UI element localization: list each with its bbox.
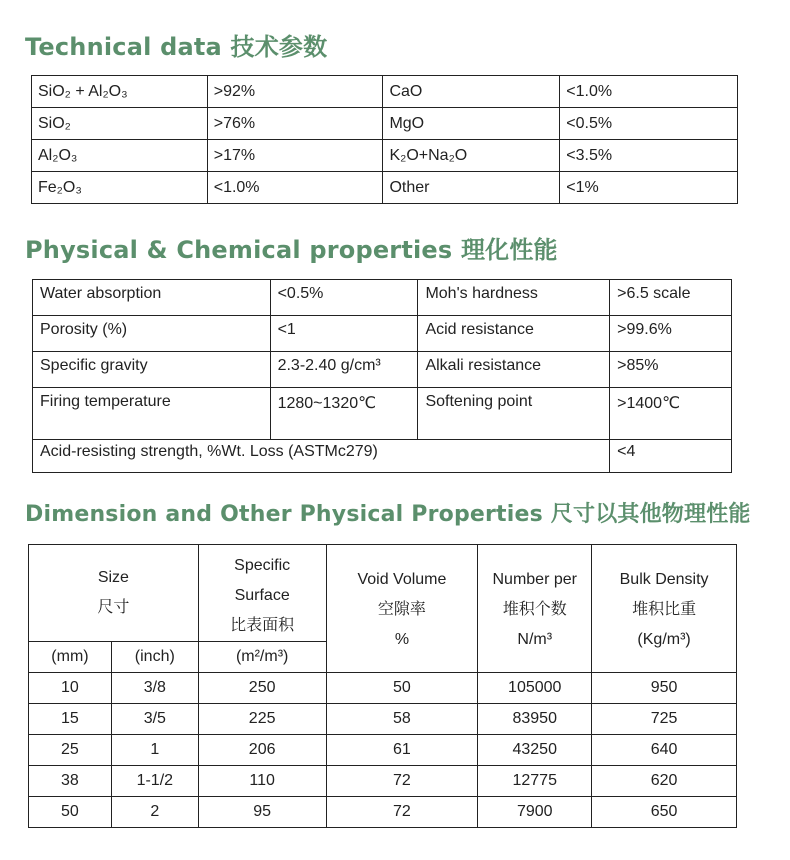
property-name: MgO <box>383 108 560 140</box>
table-row <box>29 673 737 704</box>
property-name: K₂O+Na₂O <box>383 140 560 172</box>
property-name: SiO₂ <box>32 108 208 140</box>
table-row <box>29 735 737 766</box>
number-per-cell: 43250 <box>478 735 592 766</box>
physical-chemical-heading: Physical & Chemical properties 理化性能 <box>25 236 558 264</box>
property-name: Firing temperature <box>33 388 271 440</box>
property-name: Acid-resisting strength, %Wt. Loss (ASTMc279) <box>33 440 610 473</box>
table-row <box>33 316 732 352</box>
surface-header <box>198 545 326 642</box>
size-inch-cell: 3/8 <box>111 673 198 704</box>
specific-surface-cell: 206 <box>198 735 326 766</box>
bulk-unit: (Kg/m³) <box>637 631 691 648</box>
property-value: <1% <box>560 172 738 204</box>
property-value: >92% <box>207 76 383 108</box>
size-mm-cell: 15 <box>29 704 112 735</box>
number-label: Number per <box>492 571 577 588</box>
table-row <box>32 140 738 172</box>
number-per-cell: 12775 <box>478 766 592 797</box>
property-value: <4 <box>610 440 732 473</box>
table-row <box>29 766 737 797</box>
table-row <box>32 172 738 204</box>
property-name: SiO₂ + Al₂O₃ <box>32 76 208 108</box>
table-row <box>32 76 738 108</box>
technical-data-table <box>31 75 738 204</box>
table-row <box>33 388 732 440</box>
property-name: Moh's hardness <box>418 280 610 316</box>
void-unit: % <box>394 631 410 648</box>
void-volume-cell: 72 <box>326 766 478 797</box>
inch-header: (inch) <box>111 642 198 673</box>
void-volume-cell: 72 <box>326 797 478 828</box>
property-name: Water absorption <box>33 280 271 316</box>
specific-surface-cell: 95 <box>198 797 326 828</box>
property-name: Softening point <box>418 388 610 440</box>
table-row <box>33 280 732 316</box>
void-header <box>326 545 478 673</box>
property-name: Porosity (%) <box>33 316 271 352</box>
surface-unit: (m²/m³) <box>198 642 326 673</box>
size-mm-cell: 50 <box>29 797 112 828</box>
dimension-heading: Dimension and Other Physical Properties 尺寸以其他物理性能 <box>25 502 751 527</box>
number-per-cell: 105000 <box>478 673 592 704</box>
property-value: <1 <box>270 316 418 352</box>
bulk-density-cell: 950 <box>592 673 737 704</box>
property-name: Acid resistance <box>418 316 610 352</box>
property-value: 1280~1320℃ <box>270 388 418 440</box>
table-row <box>32 108 738 140</box>
property-value: <1.0% <box>207 172 383 204</box>
property-value: <0.5% <box>560 108 738 140</box>
size-inch-cell: 1 <box>111 735 198 766</box>
property-name: Al₂O₃ <box>32 140 208 172</box>
bulk-label-cn: 堆积比重 <box>632 601 697 618</box>
property-name: Other <box>383 172 560 204</box>
number-unit: N/m³ <box>517 631 553 648</box>
table-row <box>33 352 732 388</box>
void-label: Void Volume <box>357 571 447 588</box>
property-value: >17% <box>207 140 383 172</box>
property-name: Fe₂O₃ <box>32 172 208 204</box>
void-volume-cell: 50 <box>326 673 478 704</box>
property-value: <0.5% <box>270 280 418 316</box>
technical-data-heading: Technical data 技术参数 <box>25 33 328 61</box>
specific-surface-cell: 225 <box>198 704 326 735</box>
property-name: CaO <box>383 76 560 108</box>
size-label-cn: 尺寸 <box>97 599 130 616</box>
number-label-cn: 堆积个数 <box>502 601 567 618</box>
property-value: >6.5 scale <box>610 280 732 316</box>
size-mm-cell: 25 <box>29 735 112 766</box>
bulk-density-cell: 620 <box>592 766 737 797</box>
number-per-cell: 7900 <box>478 797 592 828</box>
table-row <box>29 797 737 828</box>
property-value: <3.5% <box>560 140 738 172</box>
size-label: Size <box>97 569 129 586</box>
size-inch-cell: 1-1/2 <box>111 766 198 797</box>
physical-chemical-table <box>32 279 732 473</box>
void-volume-cell: 61 <box>326 735 478 766</box>
bulk-density-cell: 640 <box>592 735 737 766</box>
property-value: >85% <box>610 352 732 388</box>
number-per-cell: 83950 <box>478 704 592 735</box>
property-value: >99.6% <box>610 316 732 352</box>
number-header <box>478 545 592 673</box>
bulk-label: Bulk Density <box>619 571 709 588</box>
dimension-table <box>28 544 737 828</box>
size-mm-cell: 10 <box>29 673 112 704</box>
table-row <box>33 440 732 473</box>
property-value: >76% <box>207 108 383 140</box>
size-inch-cell: 2 <box>111 797 198 828</box>
surface-label-cn: 比表面积 <box>230 617 295 634</box>
size-header <box>29 545 199 642</box>
bulk-header <box>592 545 737 673</box>
specific-surface-cell: 250 <box>198 673 326 704</box>
property-value: 2.3-2.40 g/cm³ <box>270 352 418 388</box>
property-name: Specific gravity <box>33 352 271 388</box>
property-value: >1400℃ <box>610 388 732 440</box>
surface-label-1: Specific <box>234 557 291 574</box>
property-value: <1.0% <box>560 76 738 108</box>
surface-label-2: Surface <box>234 587 290 604</box>
size-inch-cell: 3/5 <box>111 704 198 735</box>
property-name: Alkali resistance <box>418 352 610 388</box>
void-volume-cell: 58 <box>326 704 478 735</box>
void-label-cn: 空隙率 <box>377 601 426 618</box>
mm-header: (mm) <box>29 642 112 673</box>
bulk-density-cell: 725 <box>592 704 737 735</box>
specific-surface-cell: 110 <box>198 766 326 797</box>
table-row <box>29 704 737 735</box>
bulk-density-cell: 650 <box>592 797 737 828</box>
size-mm-cell: 38 <box>29 766 112 797</box>
